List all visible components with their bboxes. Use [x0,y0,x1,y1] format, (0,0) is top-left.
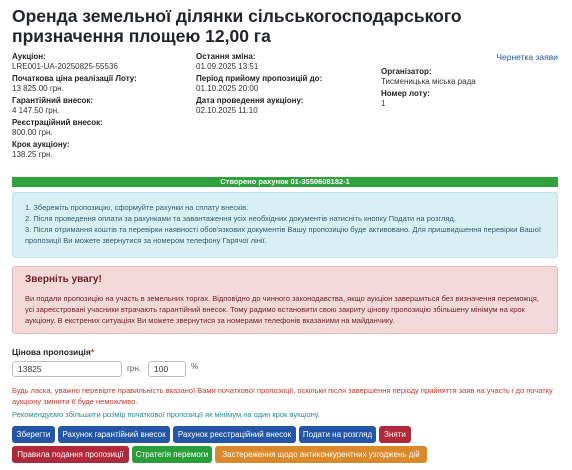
price-offer-label [12,347,94,357]
warning-title: Зверніть увагу! [25,274,102,285]
draft-link[interactable]: Чернетка заяви [496,52,558,62]
step-label: Крок аукціону: [12,140,70,149]
price-offer-label-text: Цінова пропозиція [12,347,91,357]
details-column-left [12,52,192,162]
info-step-3: 3. Після отримання коштів та перевірки наявності обов'язкових документів Вашу пропозицію буде активовано. Для пришвидшення перевірки Вашої пропозиції Ви можете звернутися за номером телефону Гарячої лінії. [25,225,541,245]
warning-alert [12,266,558,334]
price-input[interactable]: 13825 [12,361,122,377]
last-change-label: Остання зміна: [196,52,256,61]
info-step-2: 2. Після проведення оплати за рахунками та завантаження усіх необхідних документів натисніть кнопку Подати на розгляд. [25,214,456,223]
guarantee-value: 4 147.50 грн. [12,105,60,115]
percent-sign: % [191,362,199,371]
auction-date-label: Дата проведення аукціону: [196,96,304,105]
last-change-value: 01.09.2025 13:51 [196,61,259,71]
guarantee-label: Гарантійний внесок: [12,96,94,105]
recommendation-note: Рекомендуємо збільшити розмір початкової пропозиції як мінімум на один крок аукціону. [12,410,320,419]
page-title: Оренда земельної ділянки сільськогосподарського призначення площею 12,00 га [12,6,462,46]
lot-label: Номер лоту: [381,89,430,98]
organizer-value: Тисменицька міська рада [381,76,476,86]
save-button[interactable]: Зберегти [12,426,55,443]
step-value: 138.25 грн. [12,149,53,159]
registration-label: Реєстраційний внесок: [12,118,103,127]
auction-label: Аукціон: [12,52,46,61]
required-mark: * [90,347,95,357]
auction-date-value: 02.10.2025 11:10 [196,105,258,115]
period-label: Період прийому пропозицій до: [196,74,323,83]
info-step-1: 1. Збережіть пропозицію, сформуйте рахунки на сплату внесків. [25,203,249,212]
details-column-middle [196,52,376,118]
lot-value: 1 [381,98,386,108]
auction-value: LRE001-UA-20250825-55536 [12,61,118,71]
rules-button[interactable]: Правила подання пропозиції [12,446,129,463]
period-value: 01.10.2025 20:00 [196,83,259,93]
currency-unit: грн. [127,364,142,373]
organizer-label: Організатор: [381,67,432,76]
percent-input[interactable]: 100 [148,361,186,377]
anticompetitive-warning-button[interactable]: Застереження щодо антиконкурентних узгоджень дій [215,446,427,463]
submit-button[interactable]: Подати на розгляд [299,426,376,443]
price-warning-note: Будь ласка, уважно перевірте правильність вказаної Вами початкової пропозиції, оскільки після завершення періоду прийняття заяв на участь і до початку аукціону змінити її буде неможливо. [12,386,553,406]
withdraw-button[interactable]: Зняти [379,426,411,443]
start-price-label: Початкова ціна реалізації Лоту: [12,74,137,83]
guarantee-invoice-button[interactable]: Рахунок гарантійний внесок [58,426,170,443]
invoice-created-bar: Створено рахунок 01-3550608182-1 [12,177,558,187]
warning-text: Ви подали пропозицію на участь в земельних торгах. Відповідно до чинного законодавства, якщо аукціон завершиться без визначення переможця, усі зареєстровані учасники втрачають гарантійний внесок. Тому радимо встановити свою закриту цінову пропозицію збільшену мінімум на крок аукціону. В екстрених ситуаціях Ви можете звернутися за номерами телефонів вказаними на майданчику. [25,294,539,325]
registration-invoice-button[interactable]: Рахунок реєстраційний внесок [173,426,296,443]
start-price-value: 13 825.00 грн. [12,83,64,93]
info-alert [12,192,558,258]
details-column-right [381,67,561,111]
registration-value: 800.00 грн. [12,127,53,137]
strategy-button[interactable]: Стратегія перемоги [132,446,212,463]
